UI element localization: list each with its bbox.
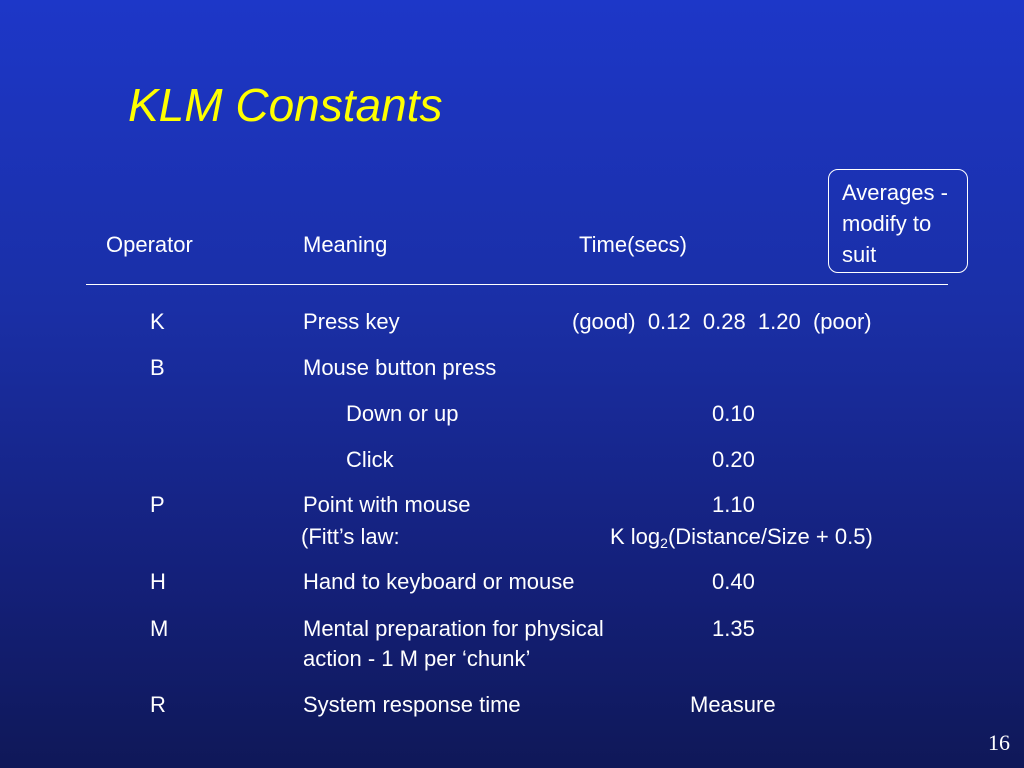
row-r-time: Measure — [690, 692, 776, 717]
row-k-operator: K — [150, 309, 165, 334]
callout-line-1: Averages - — [842, 180, 948, 205]
callout-line-3: suit — [842, 242, 877, 267]
formula-log-base: 2 — [660, 535, 668, 551]
row-r-operator: R — [150, 692, 166, 717]
row-p-fitts-note: (Fitt’s law: — [301, 524, 400, 549]
row-p-meaning: Point with mouse — [303, 492, 471, 517]
row-b-down-meaning: Down or up — [346, 401, 459, 426]
row-b-down-time: 0.10 — [712, 401, 755, 426]
row-m-operator: M — [150, 616, 169, 641]
formula-k-log: K log — [610, 524, 661, 549]
row-h-time: 0.40 — [712, 569, 755, 594]
formula-argument: (Distance/Size + 0.5) — [667, 524, 873, 549]
row-b-click-time: 0.20 — [712, 447, 755, 472]
row-k-meaning: Press key — [303, 309, 400, 334]
row-p-fitts-formula — [610, 524, 873, 550]
row-m-meaning: Mental preparation for physical — [303, 616, 604, 641]
averages-callout-box — [828, 169, 968, 273]
row-b-meaning: Mouse button press — [303, 355, 497, 380]
page-number: 16 — [988, 730, 1010, 755]
row-b-operator: B — [150, 355, 165, 380]
header-meaning: Meaning — [303, 232, 388, 257]
row-m-meaning-cont: action - 1 M per ‘chunk’ — [303, 646, 531, 671]
row-p-time: 1.10 — [712, 492, 755, 517]
slide-title: KLM Constants — [128, 79, 443, 131]
row-r-meaning: System response time — [303, 692, 521, 717]
header-time: Time(secs) — [579, 232, 687, 257]
row-h-meaning: Hand to keyboard or mouse — [303, 569, 575, 594]
row-p-operator: P — [150, 492, 165, 517]
header-operator: Operator — [106, 232, 193, 257]
callout-line-2: modify to — [842, 211, 932, 236]
row-b-click-meaning: Click — [346, 447, 394, 472]
row-m-time: 1.35 — [712, 616, 755, 641]
row-h-operator: H — [150, 569, 166, 594]
row-k-time: (good) 0.12 0.28 1.20 (poor) — [572, 309, 872, 334]
header-divider — [86, 284, 948, 285]
